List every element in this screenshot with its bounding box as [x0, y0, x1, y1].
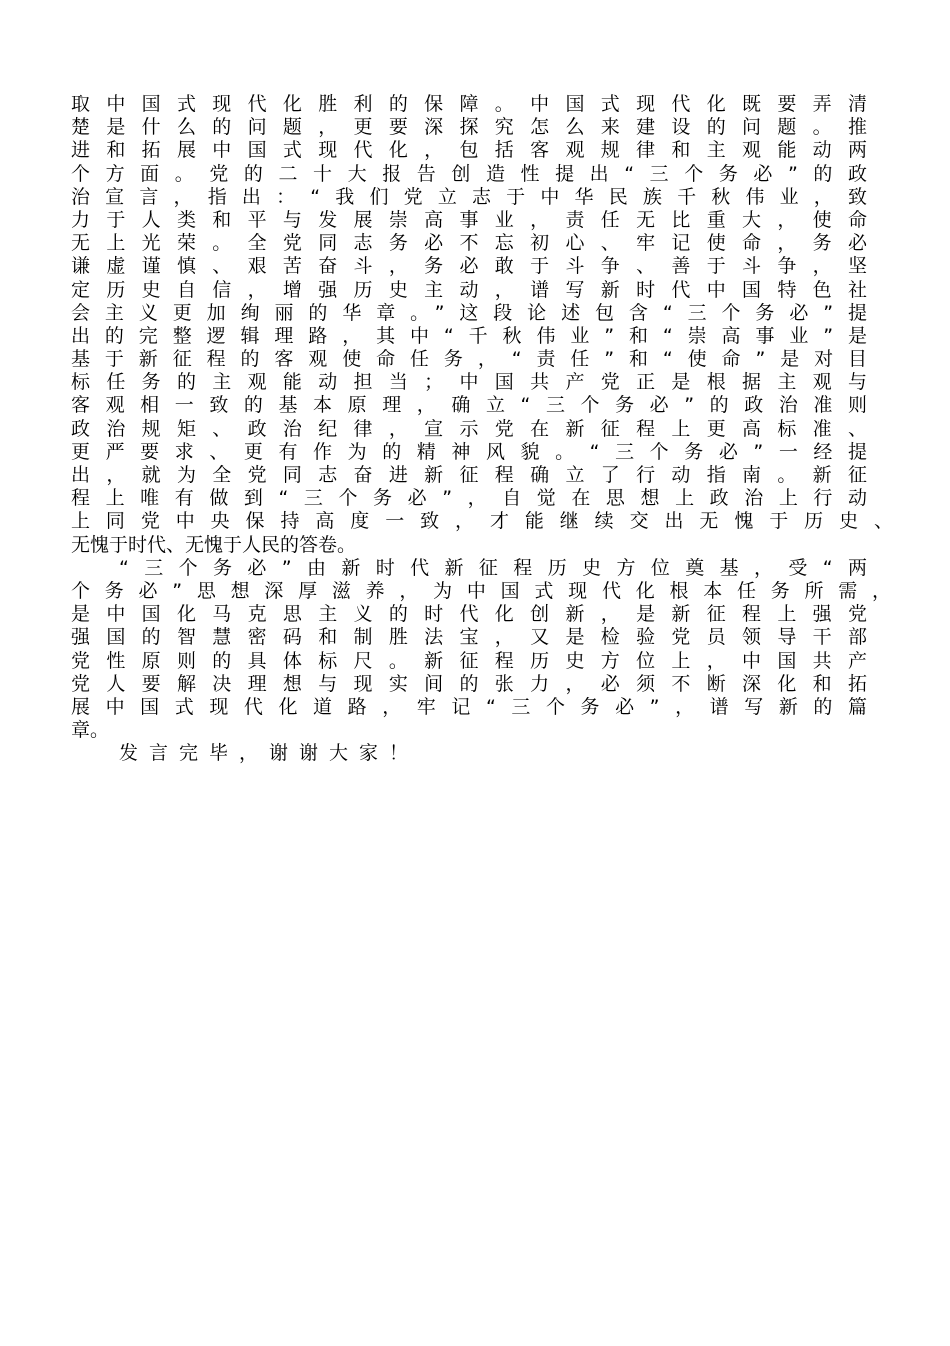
text-line: 更严要求、更有作为的精神风貌。“三个务必”一经提	[71, 440, 867, 463]
text-line: 无愧于时代、无愧于人民的答卷。	[71, 533, 357, 556]
text-line: 政治规矩、政治纪律，宣示党在新征程上更高标准、	[71, 417, 867, 440]
text-line: 标任务的主观能动担当；中国共产党正是根据主观与	[71, 371, 867, 394]
text-line: 客观相一致的基本原理，确立“三个务必”的政治准则	[71, 394, 867, 417]
text-line: “三个务必”由新时代新征程历史方位奠基，受“两	[119, 556, 867, 579]
text-line: 取中国式现代化胜利的保障。中国式现代化既要弄清	[71, 93, 867, 115]
text-line: 展中国式现代化道路，牢记“三个务必”，谱写新的篇	[71, 695, 867, 718]
text-line: 出的完整逻辑理路，其中“千秋伟业”和“崇高事业”是	[71, 324, 867, 347]
text-line: 定历史自信，增强历史主动，谱写新时代中国特色社	[71, 278, 867, 301]
closing-remark: 发言完毕，谢谢大家！	[119, 742, 420, 765]
text-line: 楚是什么的问题，更要深探究怎么来建设的问题。推	[71, 116, 867, 139]
text-line: 出，就为全党同志奋进新征程确立了行动指南。新征	[71, 464, 867, 486]
text-line: 谦虚谨慎、艰苦奋斗，务必敢于斗争、善于斗争，坚	[71, 255, 867, 278]
text-line: 无上光荣。全党同志务必不忘初心、牢记使命，务必	[71, 232, 867, 255]
text-line: 是中国化马克思主义的时代化创新，是新征程上强党	[71, 603, 867, 626]
text-line: 治宣言，指出：“我们党立志于中华民族千秋伟业，致	[71, 185, 867, 208]
text-line: 个方面。党的二十大报告创造性提出“三个务必”的政	[71, 162, 867, 185]
text-line: 上同党中央保持高度一致，才能继续交出无愧于历史、	[71, 510, 893, 533]
text-line: 强国的智慧密码和制胜法宝，又是检验党员领导干部	[71, 626, 867, 649]
text-line: 会主义更加绚丽的华章。”这段论述包含“三个务必”提	[71, 301, 867, 324]
text-line: 基于新征程的客观使命任务，“责任”和“使命”是对目	[71, 348, 867, 371]
text-line: 党人要解决理想与现实间的张力，必须不断深化和拓	[71, 672, 867, 695]
text-line: 个务必”思想深厚滋养，为中国式现代化根本任务所需，	[71, 579, 891, 602]
text-line: 力于人类和平与发展崇高事业，责任无比重大，使命	[71, 208, 867, 231]
text-line: 进和拓展中国式现代化，包括客观规律和主观能动两	[71, 139, 867, 162]
text-line: 党性原则的具体标尺。新征程历史方位上，中国共产	[71, 649, 867, 672]
body-text	[71, 93, 893, 765]
text-line: 章。	[71, 719, 110, 742]
text-line: 程上唯有做到“三个务必”，自觉在思想上政治上行动	[71, 487, 867, 510]
